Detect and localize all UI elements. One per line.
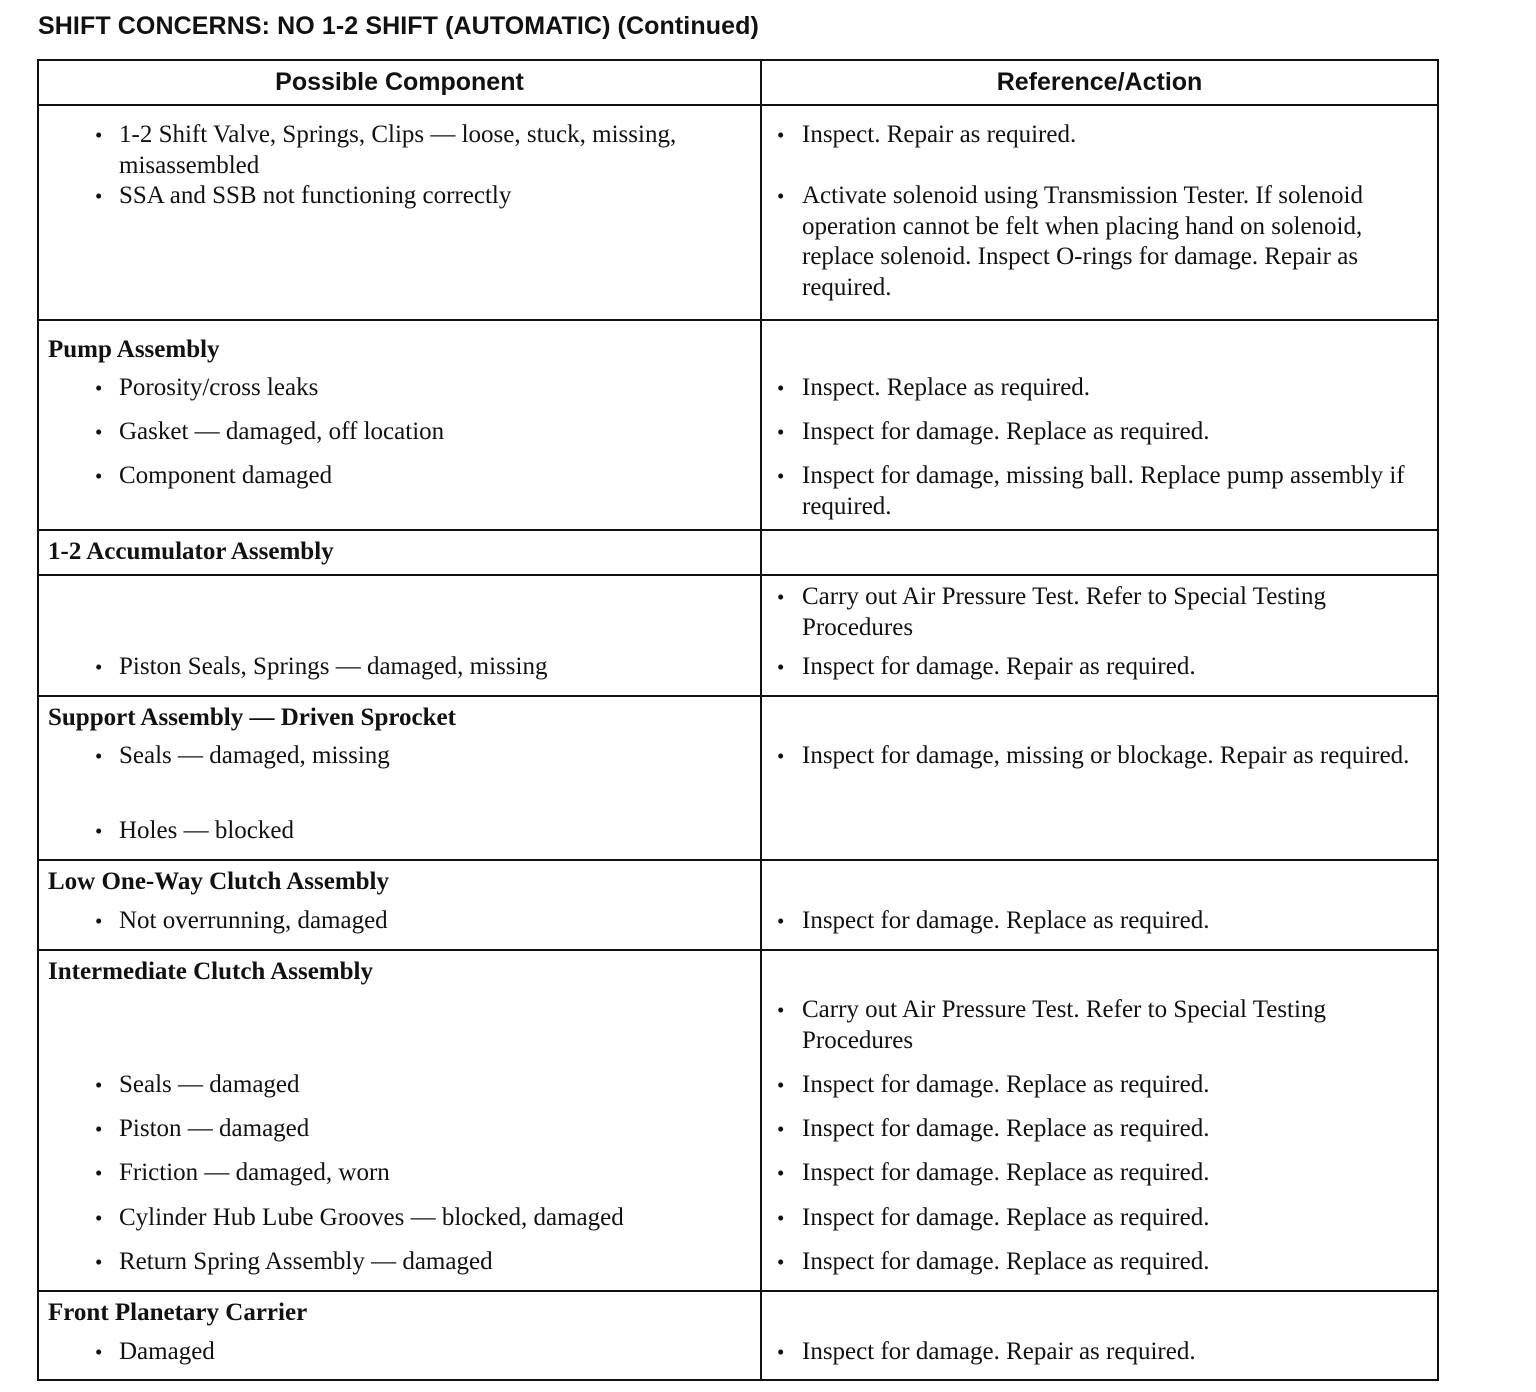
component-text: Piston — damaged: [119, 1115, 310, 1142]
action-text: Inspect for damage. Replace as required.: [802, 1248, 1210, 1275]
column-header-action: Reference/Action: [761, 60, 1438, 105]
action-text: Inspect for damage, missing ball. Replace pump assembly if required.: [802, 462, 1405, 520]
bullet-icon: •: [777, 909, 785, 933]
table-row: [38, 1247, 1438, 1291]
component-item: [39, 1247, 760, 1278]
component-item: [39, 906, 760, 937]
component-text: Cylinder Hub Lube Grooves — blocked, damaged: [119, 1204, 624, 1231]
bullet-icon: •: [95, 1073, 103, 1097]
bullet-icon: •: [777, 184, 785, 208]
action-item: [762, 1070, 1437, 1101]
bullet-icon: •: [777, 464, 785, 488]
table-row: [38, 1337, 1438, 1380]
action-item: [762, 995, 1437, 1056]
action-item: [762, 1247, 1437, 1278]
bullet-icon: •: [95, 376, 103, 400]
action-item: [762, 181, 1437, 303]
table-row: [38, 1070, 1438, 1114]
table-row: [38, 575, 1438, 652]
table-row: [38, 995, 1438, 1070]
group-heading: Support Assembly — Driven Sprocket: [48, 704, 456, 731]
component-text: Friction — damaged, worn: [119, 1159, 390, 1186]
table-row: [38, 373, 1438, 417]
group-heading: Low One-Way Clutch Assembly: [48, 868, 390, 895]
table-row: [38, 181, 1438, 320]
bullet-icon: •: [777, 1117, 785, 1141]
bullet-icon: •: [777, 1250, 785, 1274]
bullet-icon: •: [95, 909, 103, 933]
action-item: [762, 1203, 1437, 1234]
table-row: [38, 1158, 1438, 1203]
component-item: [39, 181, 760, 212]
bullet-icon: •: [777, 1073, 785, 1097]
bullet-icon: •: [95, 819, 103, 843]
component-text: 1-2 Shift Valve, Springs, Clips — loose, stuck, missing, misassembled: [119, 121, 677, 179]
bullet-icon: •: [95, 420, 103, 444]
action-text: Carry out Air Pressure Test. Refer to Special Testing Procedures: [802, 583, 1326, 641]
bullet-icon: •: [777, 655, 785, 679]
bullet-icon: •: [777, 420, 785, 444]
table-row: [38, 1114, 1438, 1158]
table-row: [38, 1291, 1438, 1337]
action-item: [762, 741, 1437, 772]
table-header-row: [38, 60, 1438, 105]
bullet-icon: •: [777, 1206, 785, 1230]
action-text: Inspect for damage. Repair as required.: [802, 1338, 1196, 1365]
action-item: [762, 1158, 1437, 1189]
bullet-icon: •: [95, 464, 103, 488]
component-item: [39, 106, 760, 181]
group-heading: Intermediate Clutch Assembly: [48, 958, 373, 985]
component-item: [39, 816, 760, 847]
bullet-icon: •: [777, 744, 785, 768]
component-item: [39, 1337, 760, 1368]
action-item: [762, 1337, 1437, 1368]
column-header-component: Possible Component: [38, 60, 761, 105]
action-text: Carry out Air Pressure Test. Refer to Special Testing Procedures: [802, 996, 1326, 1054]
table-row: [38, 652, 1438, 696]
group-heading: Pump Assembly: [48, 336, 220, 363]
bullet-icon: •: [95, 1340, 103, 1364]
bullet-icon: •: [777, 998, 785, 1022]
action-text: Inspect. Repair as required.: [802, 121, 1077, 148]
component-item: [39, 741, 760, 772]
component-item: [39, 1158, 760, 1189]
table-row: [38, 417, 1438, 461]
table-row: [38, 906, 1438, 950]
component-text: Porosity/cross leaks: [119, 374, 319, 401]
group-heading: Front Planetary Carrier: [48, 1299, 308, 1326]
action-item: [762, 576, 1437, 643]
bullet-icon: •: [777, 1161, 785, 1185]
table-row: [38, 860, 1438, 906]
action-item: [762, 906, 1437, 937]
shift-concerns-table: [37, 59, 1439, 1381]
action-item: [762, 652, 1437, 683]
action-text: Inspect for damage. Replace as required.: [802, 1071, 1210, 1098]
table-row: [38, 950, 1438, 995]
component-text: Return Spring Assembly — damaged: [119, 1248, 493, 1275]
group-heading: 1-2 Accumulator Assembly: [48, 538, 334, 565]
component-text: Seals — damaged, missing: [119, 742, 390, 769]
component-text: Not overrunning, damaged: [119, 907, 388, 934]
bullet-icon: •: [95, 184, 103, 208]
action-text: Inspect for damage. Replace as required.: [802, 418, 1210, 445]
action-text: Inspect. Replace as required.: [802, 374, 1091, 401]
bullet-icon: •: [777, 123, 785, 147]
bullet-icon: •: [95, 1161, 103, 1185]
action-text: Activate solenoid using Transmission Tester. If solenoid operation cannot be felt when placing hand on solenoid, replace solenoid. Inspect O-rings for damage. Repair as required.: [802, 182, 1363, 301]
table-row: [38, 741, 1438, 816]
action-text: Inspect for damage. Replace as required.: [802, 1159, 1210, 1186]
table-row: [38, 816, 1438, 860]
bullet-icon: •: [95, 1206, 103, 1230]
table-row: [38, 320, 1438, 373]
action-text: Inspect for damage. Replace as required.: [802, 907, 1210, 934]
action-item: [762, 106, 1437, 151]
component-text: Seals — damaged: [119, 1071, 300, 1098]
action-text: Inspect for damage. Repair as required.: [802, 653, 1196, 680]
component-item: [39, 652, 760, 683]
table-row: [38, 105, 1438, 181]
component-item: [39, 1203, 760, 1234]
component-text: SSA and SSB not functioning correctly: [119, 182, 512, 209]
action-item: [762, 373, 1437, 404]
bullet-icon: •: [95, 655, 103, 679]
table-row: [38, 461, 1438, 530]
bullet-icon: •: [777, 1340, 785, 1364]
table-row: [38, 1203, 1438, 1247]
bullet-icon: •: [95, 1117, 103, 1141]
component-text: Piston Seals, Springs — damaged, missing: [119, 653, 548, 680]
component-item: [39, 461, 760, 492]
action-item: [762, 461, 1437, 522]
page-title: SHIFT CONCERNS: NO 1-2 SHIFT (AUTOMATIC) (Continued): [38, 12, 759, 40]
bullet-icon: •: [777, 585, 785, 609]
table-row: [38, 696, 1438, 741]
bullet-icon: •: [95, 123, 103, 147]
component-item: [39, 373, 760, 404]
action-text: Inspect for damage. Replace as required.: [802, 1115, 1210, 1142]
action-text: Inspect for damage. Replace as required.: [802, 1204, 1210, 1231]
action-item: [762, 417, 1437, 448]
component-text: Damaged: [119, 1338, 215, 1365]
action-text: Inspect for damage, missing or blockage. Repair as required.: [802, 742, 1410, 769]
bullet-icon: •: [95, 1250, 103, 1274]
component-text: Gasket — damaged, off location: [119, 418, 445, 445]
table-row: [38, 530, 1438, 575]
component-item: [39, 417, 760, 448]
component-item: [39, 1114, 760, 1145]
action-item: [762, 1114, 1437, 1145]
component-item: [39, 1070, 760, 1101]
component-text: Component damaged: [119, 462, 333, 489]
bullet-icon: •: [95, 744, 103, 768]
component-text: Holes — blocked: [119, 817, 294, 844]
bullet-icon: •: [777, 376, 785, 400]
